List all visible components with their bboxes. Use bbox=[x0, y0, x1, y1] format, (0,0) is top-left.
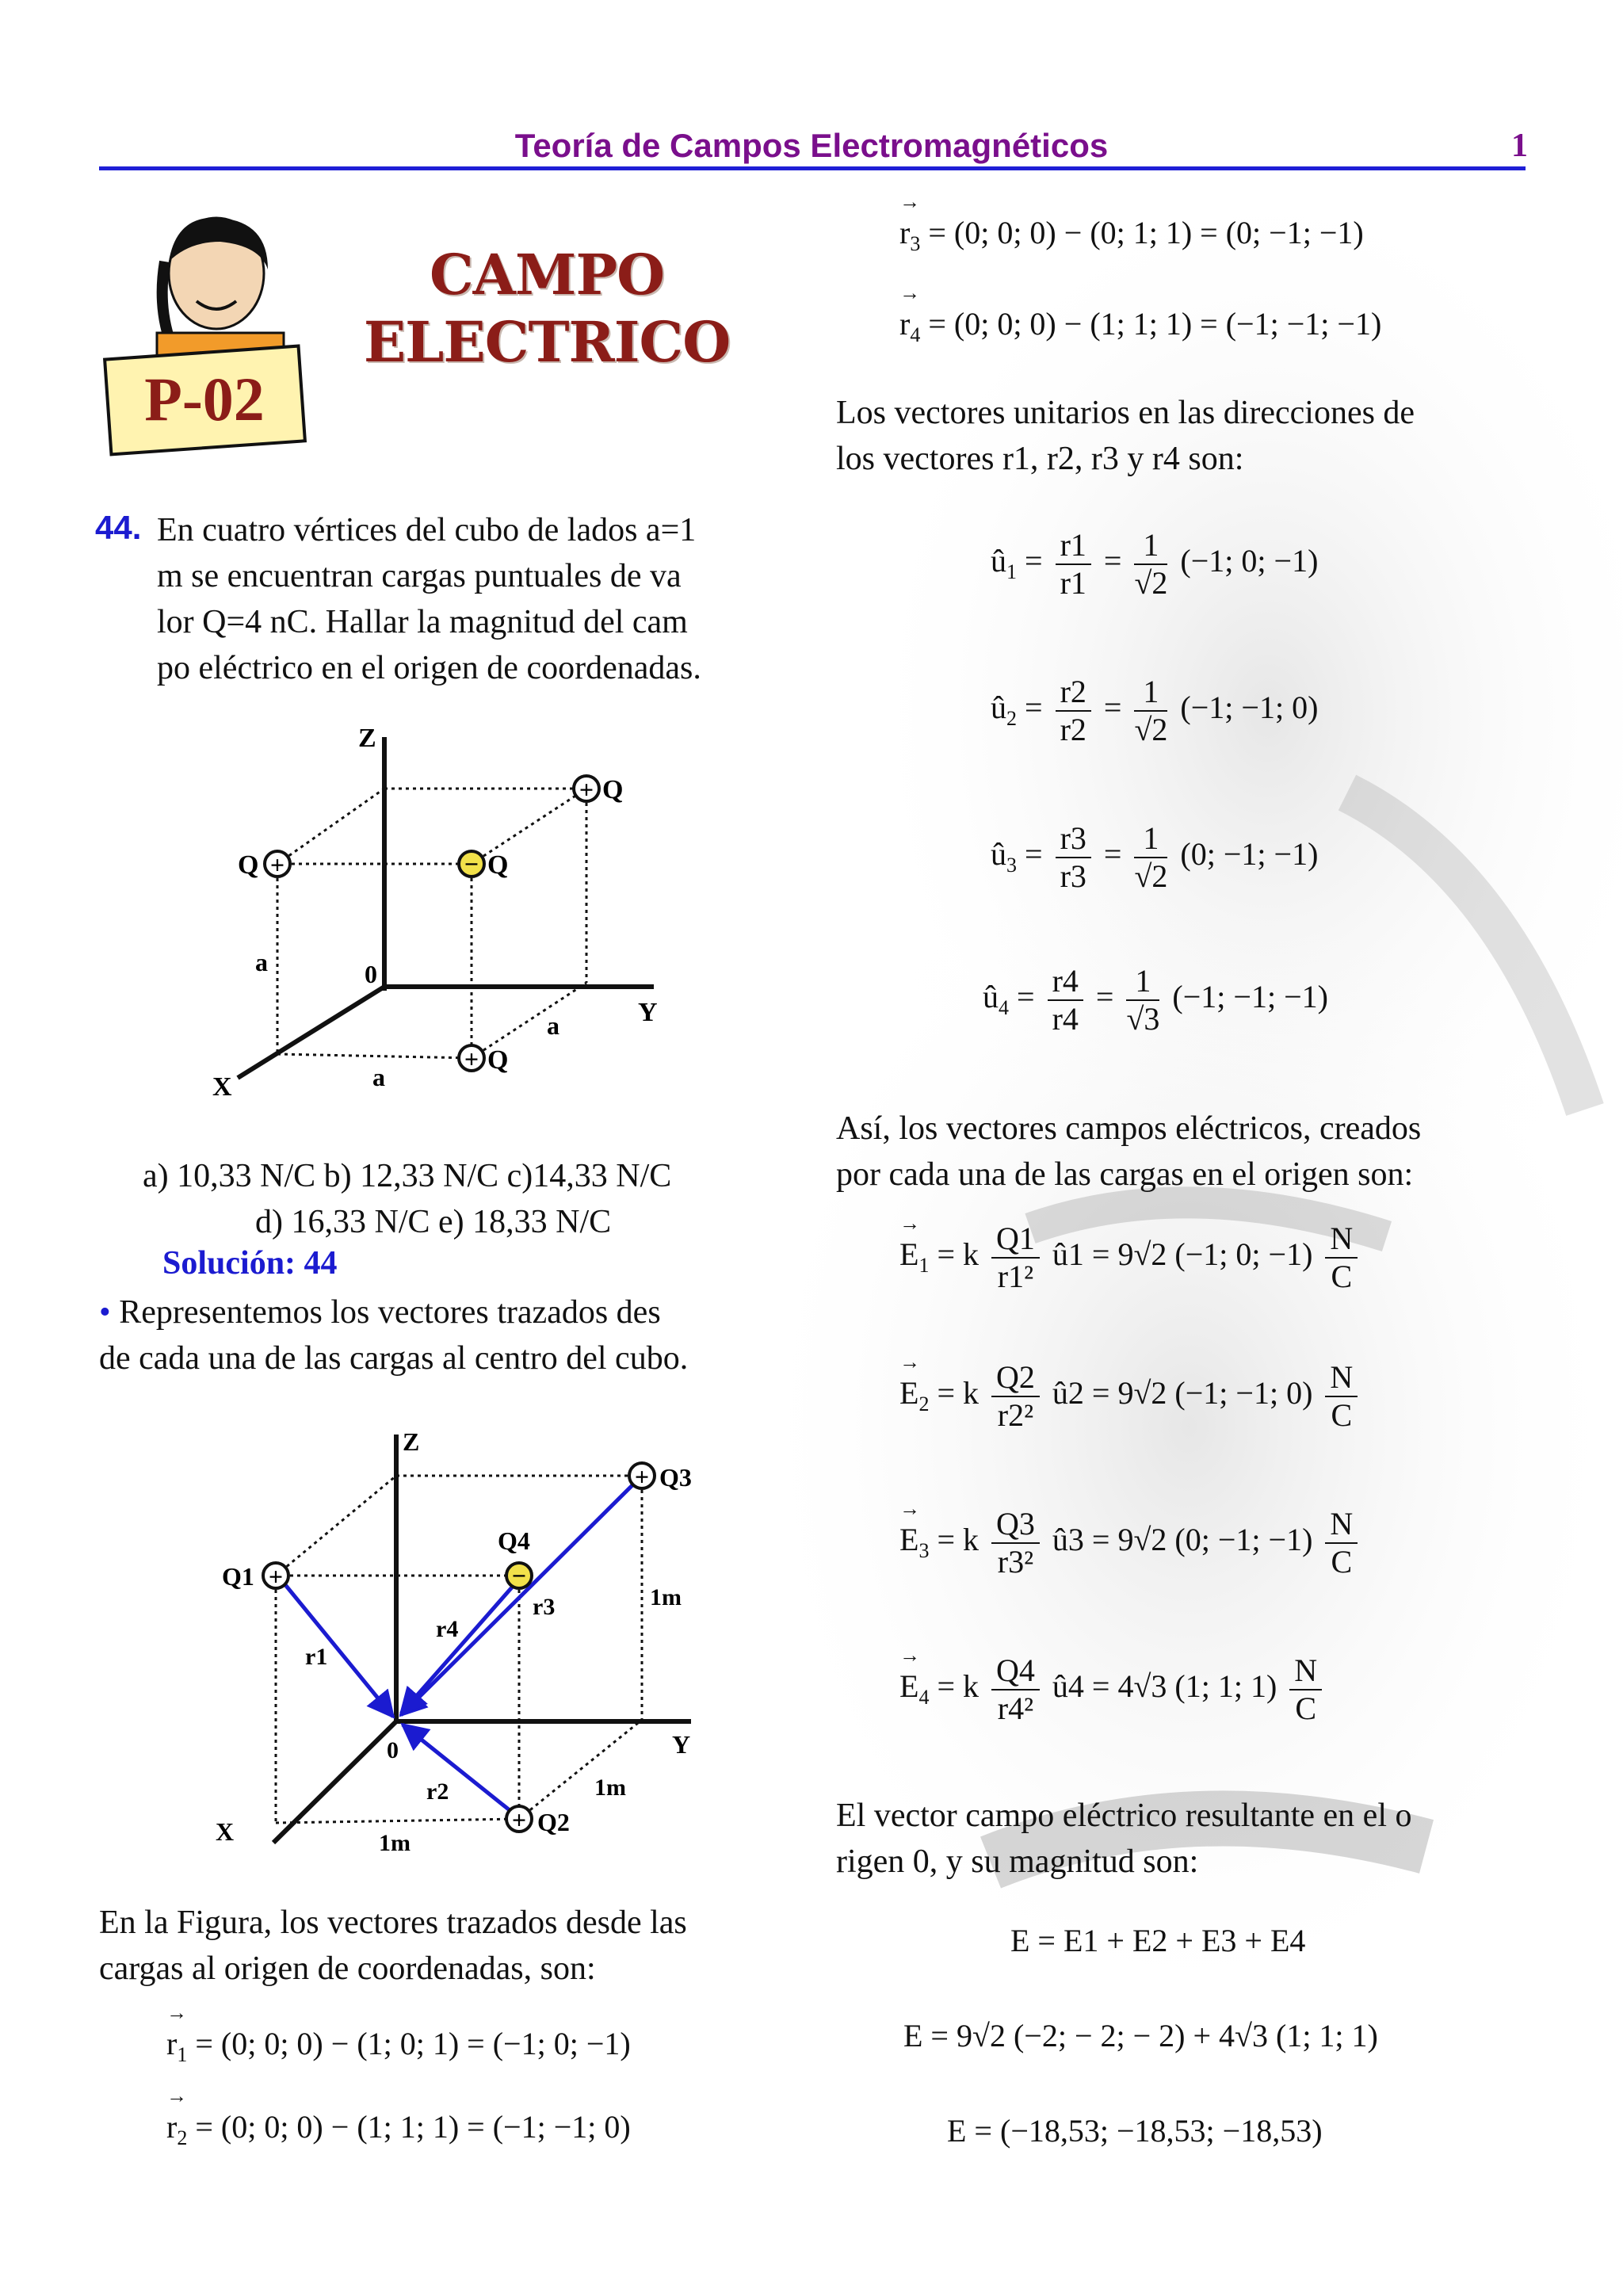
result-intro-line: rigen 0, y su magnitud son: bbox=[836, 1843, 1199, 1880]
svg-text:+: + bbox=[269, 850, 285, 879]
solution-intro-line: de cada una de las cargas al centro del cubo. bbox=[99, 1340, 689, 1377]
result-intro bbox=[836, 1793, 1522, 1885]
vector-label-r2: r2 bbox=[426, 1778, 449, 1805]
y-axis-label: Y bbox=[638, 998, 658, 1027]
positive-charge-icon bbox=[263, 1562, 288, 1591]
equation-unit-vector-4: $û_4$ = $\frac{r4}{r4}$ = $\frac{1}{√3}$ (−1; −1; −1) bbox=[983, 963, 1328, 1037]
edge-label-a: a bbox=[255, 948, 268, 976]
main-title-line1: CAMPO bbox=[429, 242, 665, 308]
charge-label-q4: Q4 bbox=[498, 1526, 530, 1555]
vector-r2 bbox=[403, 1725, 514, 1813]
vectors-intro bbox=[99, 1900, 796, 1992]
z-axis-label: Z bbox=[403, 1427, 420, 1456]
bullet-icon: • bbox=[99, 1294, 111, 1331]
fields-intro bbox=[836, 1106, 1522, 1198]
equation-unit-vector-3: $û_3$ = $\frac{r3}{r3}$ = $\frac{1}{√2}$ (0; −1; −1) bbox=[991, 820, 1319, 894]
equation-field-e4: → $E_4 = k$ $\frac{Q4}{\text{r4²}}$ û4 = 4√3 (1; 1; 1) $\frac{N}{C}$ bbox=[899, 1652, 1327, 1727]
badge-label: P-02 bbox=[144, 365, 265, 434]
vector-label-r4: r4 bbox=[436, 1616, 459, 1642]
positive-charge-icon bbox=[506, 1805, 532, 1834]
solution-intro-line: Representemos los vectores trazados des bbox=[119, 1294, 661, 1331]
equation-resultant-value: E = (−18,53; −18,53; −18,53) bbox=[947, 2113, 1323, 2149]
unit-vectors-intro-line: los vectores r1, r2, r3 y r4 son: bbox=[836, 441, 1244, 477]
svg-text:+: + bbox=[464, 1045, 479, 1073]
vector-r1 bbox=[283, 1582, 393, 1717]
origin-label: 0 bbox=[387, 1737, 399, 1763]
result-intro-line: El vector campo eléctrico resultante en el o bbox=[836, 1797, 1412, 1834]
equation-r2: → $r_2 = (0$; 0; 0) − (1; 1; 1) = (−1; −1; 0) bbox=[166, 2108, 631, 2150]
charge-label: Q bbox=[487, 850, 509, 880]
cube-figure-2 bbox=[206, 1427, 729, 1870]
negative-charge-icon bbox=[506, 1561, 532, 1590]
edge-label-1m: 1m bbox=[650, 1584, 682, 1610]
charge-label: Q bbox=[238, 850, 259, 880]
y-axis-label: Y bbox=[672, 1730, 691, 1759]
problem-line: m se encuentran cargas puntuales de va bbox=[157, 558, 682, 594]
charge-label: Q bbox=[487, 1045, 509, 1075]
equation-r1: → $r_1 = (0$; 0; 0) − (1; 0; 1) = (−1; 0; −1) bbox=[166, 2025, 631, 2067]
cube-figure-1 bbox=[190, 721, 713, 1102]
positive-charge-icon bbox=[265, 850, 290, 879]
svg-text:+: + bbox=[268, 1562, 284, 1591]
vectors-intro-line: cargas al origen de coordenadas, son: bbox=[99, 1950, 596, 1987]
unit-vectors-intro-line: Los vectores unitarios en las direcciones de bbox=[836, 395, 1415, 431]
vector-label-r3: r3 bbox=[533, 1594, 556, 1620]
fields-intro-line: Así, los vectores campos eléctricos, creados bbox=[836, 1110, 1422, 1147]
charge-label-q1: Q1 bbox=[222, 1562, 254, 1591]
badge-illustration bbox=[101, 214, 315, 468]
vectors-intro-line: En la Figura, los vectores trazados desde las bbox=[99, 1904, 687, 1941]
equation-resultant-sum: E = E1 + E2 + E3 + E4 bbox=[1010, 1923, 1306, 1958]
header-rule bbox=[99, 166, 1526, 170]
equation-r3: → $r_3 = (0$; 0; 0) − (0; 1; 1) = (0; −1; −1) bbox=[899, 214, 1364, 256]
solution-intro bbox=[99, 1289, 792, 1381]
vector-r3 bbox=[401, 1480, 637, 1715]
svg-text:−: − bbox=[464, 850, 479, 878]
charge-label: Q bbox=[602, 775, 624, 804]
solution-title: Solución: 44 bbox=[162, 1245, 338, 1282]
positive-charge-icon bbox=[459, 1045, 484, 1073]
edge-label-a: a bbox=[372, 1063, 385, 1091]
answer-options-line1: a) 10,33 N/C b) 12,33 N/C c)14,33 N/C bbox=[143, 1158, 672, 1194]
problem-line: po eléctrico en el origen de coordenadas. bbox=[157, 650, 701, 686]
equation-field-e3: → $E_3 = k$ $\frac{Q3}{\text{r3²}}$ û3 = 9√2 (0; −1; −1) $\frac{N}{C}$ bbox=[899, 1506, 1362, 1580]
header-title: Teoría de Campos Electromagnéticos bbox=[514, 127, 1109, 164]
equation-field-e1: → $E_1 = k$ $\frac{Q1}{\text{r1²}}$ û1 = 9√2 (−1; 0; −1) $\frac{N}{C}$ bbox=[899, 1221, 1362, 1295]
edge-label-1m: 1m bbox=[594, 1775, 626, 1801]
negative-charge-icon bbox=[459, 850, 484, 878]
edge-label-a: a bbox=[547, 1011, 559, 1040]
charge-label-q3: Q3 bbox=[659, 1463, 692, 1492]
page-number: 1 bbox=[1511, 128, 1528, 164]
edge-label-1m: 1m bbox=[379, 1830, 411, 1856]
problem-line: lor Q=4 nC. Hallar la magnitud del cam bbox=[157, 604, 688, 640]
equation-r4: → $r_4 = (0$; 0; 0) − (1; 1; 1) = (−1; −1; −1) bbox=[899, 305, 1381, 347]
charge-label-q2: Q2 bbox=[537, 1808, 570, 1836]
fields-intro-line: por cada una de las cargas en el origen son: bbox=[836, 1156, 1414, 1193]
origin-label: 0 bbox=[365, 960, 377, 988]
equation-unit-vector-1: $û_1$ = $\frac{r1}{r1}$ = $\frac{1}{√2}$ (−1; 0; −1) bbox=[991, 527, 1319, 601]
x-axis-label: X bbox=[216, 1817, 235, 1846]
x-axis-label: X bbox=[212, 1072, 232, 1102]
svg-text:−: − bbox=[511, 1561, 527, 1590]
positive-charge-icon bbox=[629, 1462, 655, 1491]
equation-field-e2: → $E_2 = k$ $\frac{Q2}{\text{r2²}}$ û2 = 9√2 (−1; −1; 0) $\frac{N}{C}$ bbox=[899, 1359, 1362, 1434]
svg-text:+: + bbox=[579, 775, 594, 804]
vector-label-r1: r1 bbox=[305, 1644, 328, 1670]
answer-options-line2: d) 16,33 N/C e) 18,33 N/C bbox=[255, 1204, 612, 1240]
vector-r4 bbox=[401, 1582, 517, 1713]
unit-vectors-intro bbox=[836, 390, 1522, 482]
positive-charge-icon bbox=[574, 775, 599, 804]
equation-resultant-expansion: E = 9√2 (−2; − 2; − 2) + 4√3 (1; 1; 1) bbox=[903, 2018, 1378, 2053]
equation-unit-vector-2: $û_2$ = $\frac{r2}{r2}$ = $\frac{1}{√2}$ (−1; −1; 0) bbox=[991, 674, 1319, 747]
svg-text:+: + bbox=[511, 1805, 527, 1834]
svg-text:+: + bbox=[634, 1462, 650, 1491]
problem-line: En cuatro vértices del cubo de lados a=1 bbox=[157, 512, 697, 548]
main-title-line2: ELECTRICO bbox=[363, 309, 731, 375]
problem-statement bbox=[157, 507, 791, 691]
problem-number: 44. bbox=[95, 509, 142, 546]
z-axis-label: Z bbox=[358, 724, 376, 753]
